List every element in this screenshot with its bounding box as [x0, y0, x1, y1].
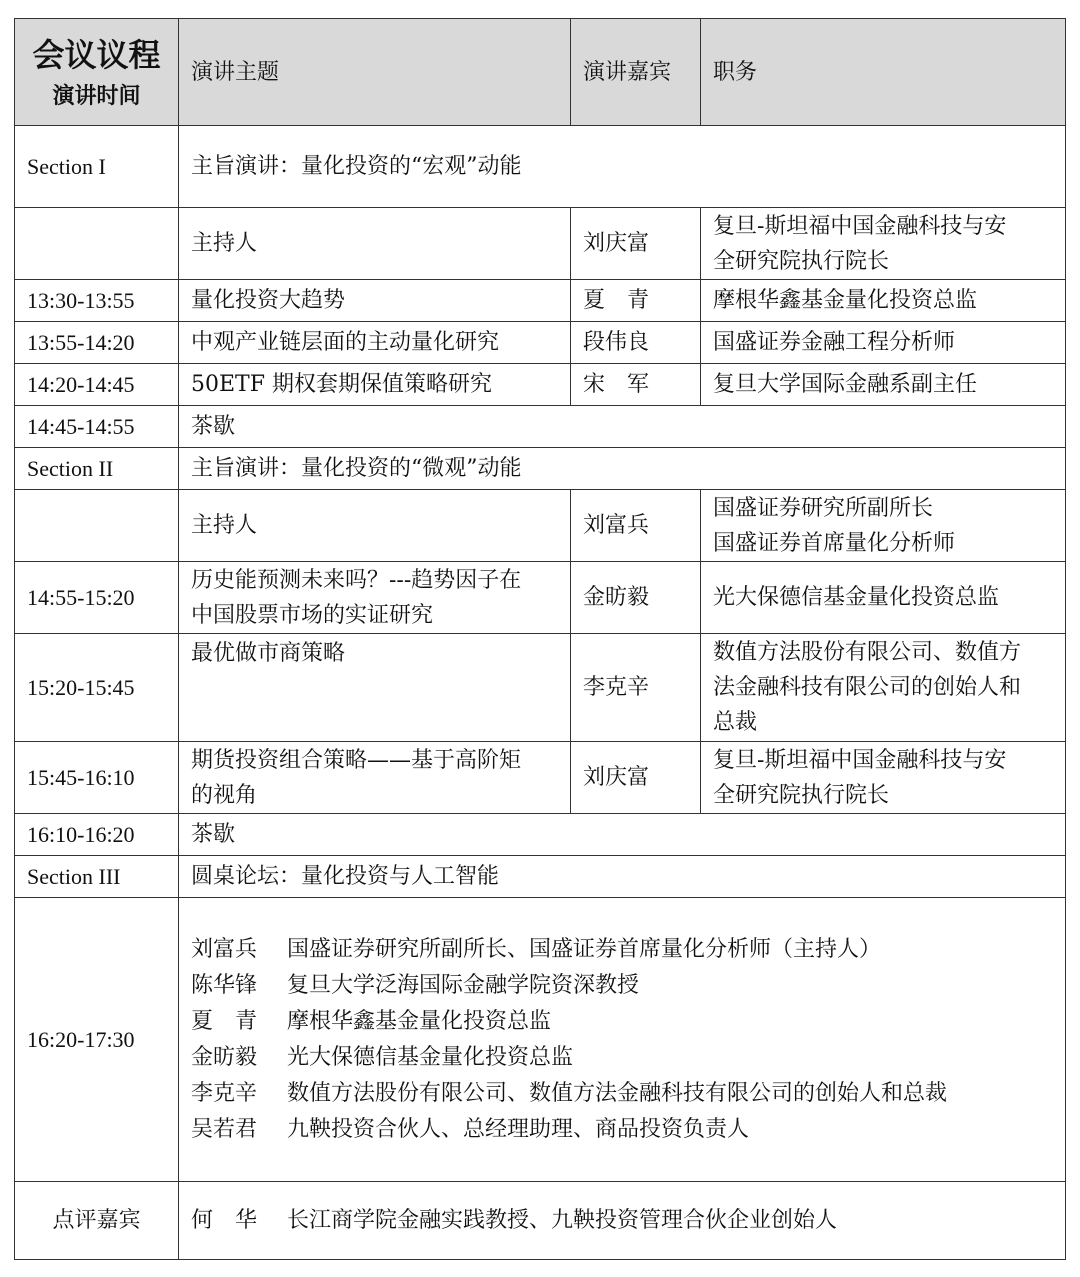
topic-line: 的视角 — [191, 782, 258, 808]
talk-topic: 最优做市商策略 — [179, 634, 571, 742]
time-column-header: 演讲时间 — [52, 83, 141, 109]
review-name: 何 华 — [191, 1207, 258, 1233]
talk-speaker: 李克辛 — [571, 634, 701, 742]
panel-row — [15, 898, 1066, 1182]
host-position — [701, 208, 1066, 280]
review-guest — [179, 1182, 1066, 1260]
talk-row — [15, 364, 1066, 406]
topic-line: 历史能预测未来吗？---趋势因子在 — [191, 567, 522, 593]
agenda-title: 会议议程 — [32, 36, 161, 74]
panelist-item — [191, 1040, 1053, 1076]
section-row — [15, 126, 1066, 208]
section-label: Section II — [15, 448, 179, 490]
panelist-name: 陈华锋 — [191, 972, 258, 998]
talk-time: 13:30-13:55 — [15, 280, 179, 322]
talk-row — [15, 634, 1066, 742]
panelist-desc: 数值方法股份有限公司、数值方法金融科技有限公司的创始人和总裁 — [287, 1080, 948, 1106]
host-row — [15, 208, 1066, 280]
topic-line: 中国股票市场的实证研究 — [191, 602, 434, 628]
section-label: Section III — [15, 856, 179, 898]
talk-row — [15, 322, 1066, 364]
header-time-cell — [15, 19, 179, 126]
panelist-name: 刘富兵 — [191, 936, 258, 962]
section-title: 圆桌论坛：量化投资与人工智能 — [179, 856, 1066, 898]
talk-speaker: 段伟良 — [571, 322, 701, 364]
section-row — [15, 448, 1066, 490]
time-cell — [15, 208, 179, 280]
agenda-page — [14, 18, 1065, 1260]
break-row — [15, 406, 1066, 448]
host-role: 主持人 — [179, 208, 571, 280]
break-time: 14:45-14:55 — [15, 406, 179, 448]
talk-topic — [179, 742, 571, 814]
talk-time: 14:55-15:20 — [15, 562, 179, 634]
position-line: 国盛证券首席量化分析师 — [713, 530, 956, 556]
talk-speaker: 宋 军 — [571, 364, 701, 406]
topic-column-header: 演讲主题 — [179, 19, 571, 126]
talk-row — [15, 562, 1066, 634]
section-row — [15, 856, 1066, 898]
time-cell — [15, 490, 179, 562]
talk-position: 光大保德信基金量化投资总监 — [701, 562, 1066, 634]
break-label: 茶歇 — [179, 814, 1066, 856]
talk-position: 复旦大学国际金融系副主任 — [701, 364, 1066, 406]
section-label: Section I — [15, 126, 179, 208]
host-position — [701, 490, 1066, 562]
speaker-column-header: 演讲嘉宾 — [571, 19, 701, 126]
position-line: 全研究院执行院长 — [713, 248, 890, 274]
panelist-name: 吴若君 — [191, 1116, 258, 1142]
section-title: 主旨演讲：量化投资的“宏观”动能 — [179, 126, 1066, 208]
talk-position — [701, 634, 1066, 742]
agenda-table — [14, 18, 1066, 1260]
topic-line: 期货投资组合策略——基于高阶矩 — [191, 747, 522, 773]
talk-row — [15, 280, 1066, 322]
talk-time: 15:20-15:45 — [15, 634, 179, 742]
panelist-desc: 光大保德信基金量化投资总监 — [287, 1044, 574, 1070]
panelist-item — [191, 968, 1053, 1004]
review-desc: 长江商学院金融实践教授、九鞅投资管理合伙企业创始人 — [287, 1207, 838, 1233]
position-line: 总裁 — [713, 710, 758, 735]
position-line: 复旦-斯坦福中国金融科技与安 — [713, 213, 1007, 239]
host-row — [15, 490, 1066, 562]
panelist-item — [191, 1004, 1053, 1040]
panel-time: 16:20-17:30 — [15, 898, 179, 1182]
panelist-name: 金昉毅 — [191, 1044, 258, 1070]
panelist-desc: 国盛证券研究所副所长、国盛证券首席量化分析师（主持人） — [287, 936, 882, 962]
break-time: 16:10-16:20 — [15, 814, 179, 856]
talk-topic — [179, 562, 571, 634]
review-row — [15, 1182, 1066, 1260]
panelist-list — [179, 898, 1066, 1182]
talk-position — [701, 742, 1066, 814]
break-label: 茶歇 — [179, 406, 1066, 448]
panelist-desc: 九鞅投资合伙人、总经理助理、商品投资负责人 — [287, 1116, 750, 1142]
talk-row — [15, 742, 1066, 814]
review-item — [191, 1203, 1053, 1239]
talk-position: 摩根华鑫基金量化投资总监 — [701, 280, 1066, 322]
host-name: 刘富兵 — [571, 490, 701, 562]
table-header-row — [15, 19, 1066, 126]
position-line: 复旦-斯坦福中国金融科技与安 — [713, 747, 1007, 773]
talk-topic: 50ETF 期权套期保值策略研究 — [179, 364, 571, 406]
host-role: 主持人 — [179, 490, 571, 562]
panelist-item — [191, 1076, 1053, 1112]
review-label: 点评嘉宾 — [15, 1182, 179, 1260]
host-name: 刘庆富 — [571, 208, 701, 280]
talk-speaker: 金昉毅 — [571, 562, 701, 634]
position-line: 国盛证券研究所副所长 — [713, 495, 934, 521]
talk-time: 15:45-16:10 — [15, 742, 179, 814]
panelist-item — [191, 932, 1053, 968]
panelist-desc: 摩根华鑫基金量化投资总监 — [287, 1008, 552, 1034]
talk-topic: 中观产业链层面的主动量化研究 — [179, 322, 571, 364]
panelist-name: 李克辛 — [191, 1080, 258, 1106]
position-line: 数值方法股份有限公司、数值方 — [713, 640, 1022, 665]
talk-speaker: 夏 青 — [571, 280, 701, 322]
talk-topic: 量化投资大趋势 — [179, 280, 571, 322]
position-line: 全研究院执行院长 — [713, 782, 890, 808]
panelist-desc: 复旦大学泛海国际金融学院资深教授 — [287, 972, 640, 998]
panelist-name: 夏 青 — [191, 1008, 258, 1034]
talk-speaker: 刘庆富 — [571, 742, 701, 814]
talk-position: 国盛证券金融工程分析师 — [701, 322, 1066, 364]
talk-time: 13:55-14:20 — [15, 322, 179, 364]
panelist-item — [191, 1112, 1053, 1148]
position-line: 法金融科技有限公司的创始人和 — [713, 675, 1022, 700]
position-column-header: 职务 — [701, 19, 1066, 126]
break-row — [15, 814, 1066, 856]
section-title: 主旨演讲：量化投资的“微观”动能 — [179, 448, 1066, 490]
talk-time: 14:20-14:45 — [15, 364, 179, 406]
